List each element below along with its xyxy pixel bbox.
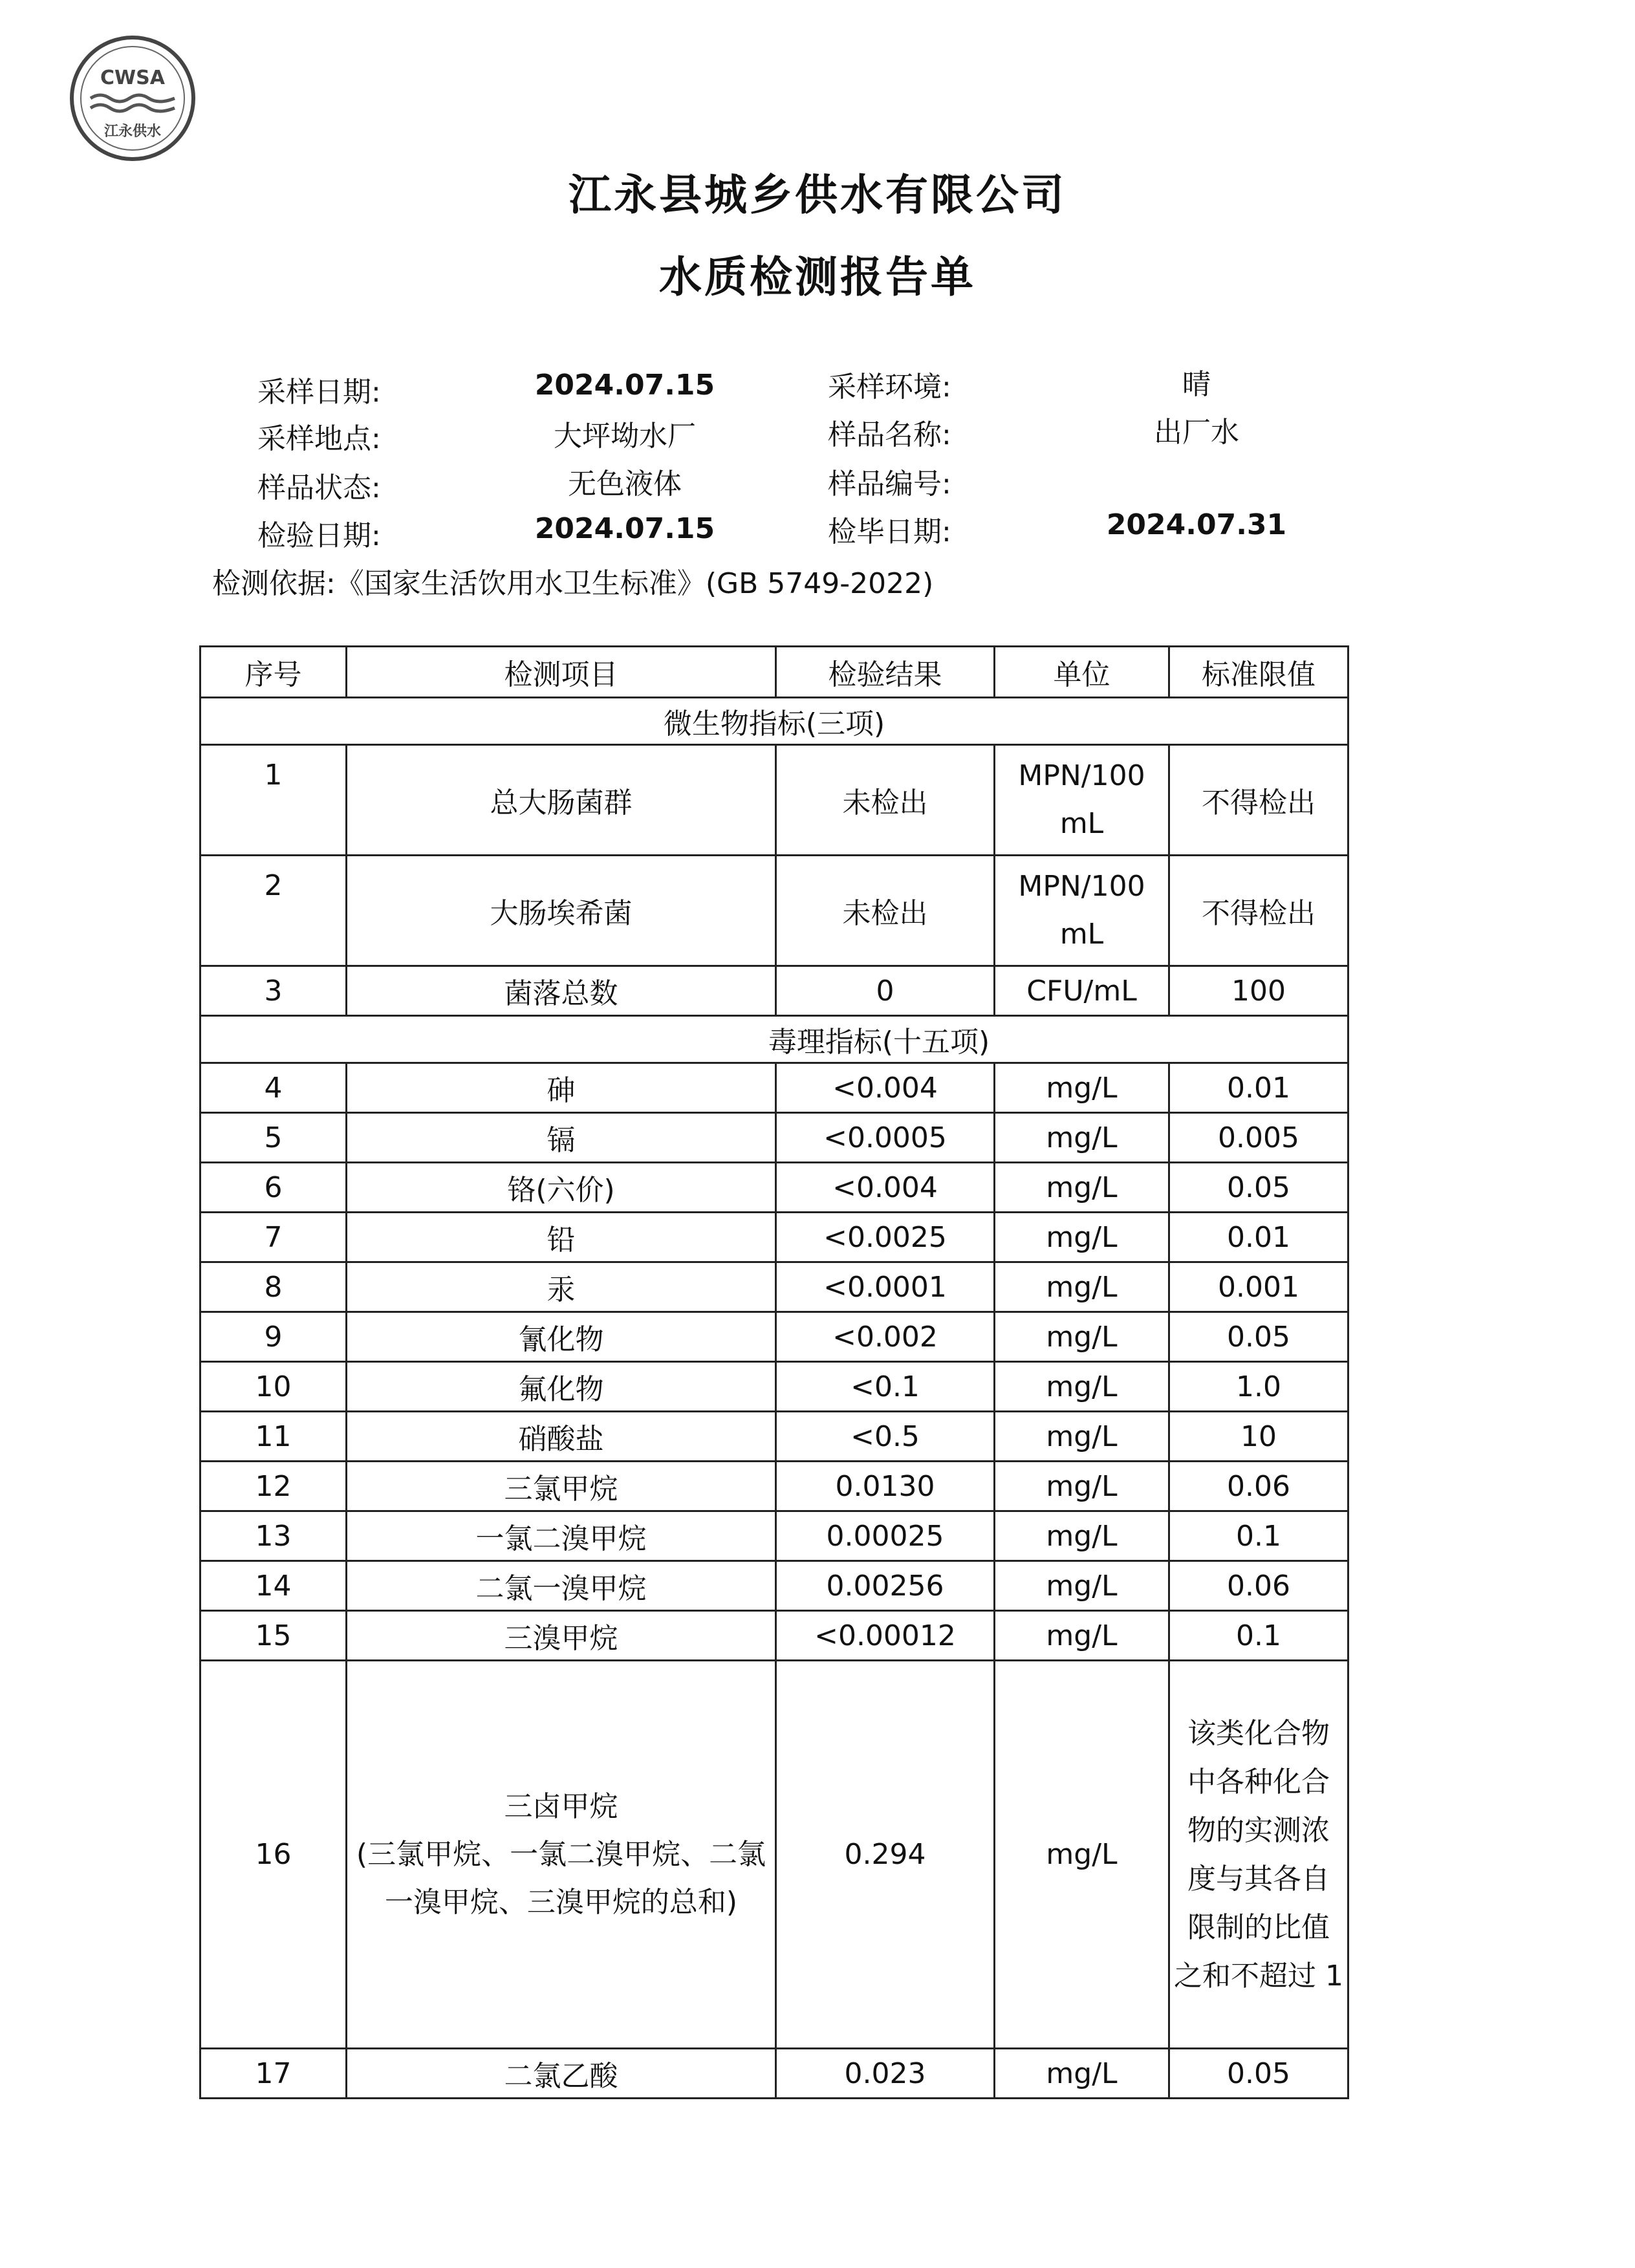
- row-no: 6: [200, 1163, 347, 1213]
- row-unit: mg/L: [995, 1462, 1169, 1511]
- row-item: 氟化物: [347, 1362, 776, 1412]
- row-result: <0.004: [776, 1163, 995, 1213]
- row-result: 0.0130: [776, 1462, 995, 1511]
- row-result: 0.00025: [776, 1511, 995, 1561]
- table-row: [200, 1113, 1348, 1163]
- row-limit: 100: [1169, 966, 1348, 1016]
- table-row: [200, 1362, 1348, 1412]
- row-item: 三卤甲烷: [504, 1789, 618, 1823]
- row-unit: mg/L: [995, 1412, 1169, 1462]
- test-date: 2024.07.15: [534, 512, 715, 545]
- row-result: <0.0001: [776, 1262, 995, 1312]
- sampling-env: 晴: [1182, 368, 1211, 401]
- company-title: 江永县城乡供水有限公司: [568, 169, 1067, 220]
- table-row: [200, 1213, 1348, 1262]
- row-no: 12: [200, 1462, 347, 1511]
- row-result: <0.0025: [776, 1213, 995, 1262]
- row-item: 二氯乙酸: [347, 2049, 776, 2099]
- row-item: 铅: [347, 1213, 776, 1262]
- row-result: 未检出: [776, 856, 995, 966]
- sampling-date-label: 采样日期:: [257, 376, 381, 409]
- row-no: 5: [200, 1113, 347, 1163]
- svg-text:江永供水: 江永供水: [103, 124, 162, 140]
- row-result: 未检出: [776, 745, 995, 856]
- table-header-row: [200, 647, 1348, 698]
- row-limit: 0.05: [1169, 1312, 1348, 1362]
- row-result: 0.023: [776, 2049, 995, 2099]
- sample-no-label: 样品编号:: [828, 468, 951, 501]
- table-row: [200, 1511, 1348, 1561]
- row-item: 菌落总数: [347, 966, 776, 1016]
- report-table: [199, 645, 1349, 2099]
- table-row: [200, 856, 1348, 966]
- sample-state: 无色液体: [568, 468, 682, 501]
- row-item: 大肠埃希菌: [347, 856, 776, 966]
- test-date-label: 检验日期:: [257, 519, 381, 552]
- row-item: 镉: [347, 1113, 776, 1163]
- row-limit: 1.0: [1169, 1362, 1348, 1412]
- row-result: 0: [776, 966, 995, 1016]
- row-no: 11: [200, 1412, 347, 1462]
- header-result: 检验结果: [776, 647, 995, 698]
- table-row: [200, 1412, 1348, 1462]
- table-row: [200, 2049, 1348, 2099]
- row-result: <0.1: [776, 1362, 995, 1412]
- header-unit: 单位: [995, 647, 1169, 698]
- row-item: 汞: [347, 1262, 776, 1312]
- sampling-env-label: 采样环境:: [828, 371, 951, 404]
- row-unit: mg/L: [995, 1511, 1169, 1561]
- row-unit: mg/L: [995, 1213, 1169, 1262]
- row-item-note: (三氯甲烷、一氯二溴甲烷、二氯一溴甲烷、三溴甲烷的总和): [356, 1837, 766, 1919]
- section-microbial: 微生物指标(三项): [200, 698, 1348, 745]
- row-limit: 0.05: [1169, 1163, 1348, 1213]
- row-no: 13: [200, 1511, 347, 1561]
- row-no: 4: [200, 1063, 347, 1113]
- header-item: 检测项目: [347, 647, 776, 698]
- table-row: [200, 1063, 1348, 1113]
- row-item: 硝酸盐: [347, 1412, 776, 1462]
- row-item: 铬(六价): [347, 1163, 776, 1213]
- row-unit: mg/L: [995, 1163, 1169, 1213]
- row-unit: mg/L: [995, 1561, 1169, 1611]
- table-row: [200, 1312, 1348, 1362]
- row-limit: 不得检出: [1169, 745, 1348, 856]
- sampling-date: 2024.07.15: [534, 369, 715, 402]
- header-no: 序号: [200, 647, 347, 698]
- row-item: 砷: [347, 1063, 776, 1113]
- row-no: 15: [200, 1611, 347, 1661]
- table-row: [200, 1462, 1348, 1511]
- table-row: [200, 1561, 1348, 1611]
- row-no: 2: [200, 856, 347, 966]
- sample-name: 出厂水: [1154, 416, 1239, 449]
- section-row: [200, 1016, 1348, 1063]
- row-unit: mg/L: [995, 1262, 1169, 1312]
- row-item: 氰化物: [347, 1312, 776, 1362]
- table-row: [200, 1661, 1348, 2049]
- row-limit: 0.005: [1169, 1113, 1348, 1163]
- row-unit: mg/L: [995, 2049, 1169, 2099]
- row-limit: 0.01: [1169, 1063, 1348, 1113]
- row-result: <0.0005: [776, 1113, 995, 1163]
- row-item: 一氯二溴甲烷: [347, 1511, 776, 1561]
- row-result: <0.002: [776, 1312, 995, 1362]
- row-result: 0.294: [776, 1661, 995, 2049]
- row-unit: MPN/100 mL: [995, 745, 1169, 856]
- row-unit: mg/L: [995, 1661, 1169, 2049]
- row-limit: 0.06: [1169, 1561, 1348, 1611]
- table-row: [200, 745, 1348, 856]
- finish-date: 2024.07.31: [1106, 508, 1287, 541]
- row-result: <0.00012: [776, 1611, 995, 1661]
- row-limit: 0.06: [1169, 1462, 1348, 1511]
- row-no: 1: [200, 745, 347, 856]
- row-item: 总大肠菌群: [347, 745, 776, 856]
- row-result: 0.00256: [776, 1561, 995, 1611]
- row-no: 14: [200, 1561, 347, 1611]
- row-no: 9: [200, 1312, 347, 1362]
- row-result: <0.5: [776, 1412, 995, 1462]
- row-limit: 0.1: [1169, 1511, 1348, 1561]
- svg-text:CWSA: CWSA: [100, 67, 165, 89]
- row-item: 二氯一溴甲烷: [347, 1561, 776, 1611]
- sample-name-label: 样品名称:: [828, 418, 951, 451]
- row-limit: 0.05: [1169, 2049, 1348, 2099]
- row-unit: mg/L: [995, 1063, 1169, 1113]
- row-result: <0.004: [776, 1063, 995, 1113]
- cwsa-logo: [68, 34, 197, 163]
- row-unit: mg/L: [995, 1611, 1169, 1661]
- row-unit: mg/L: [995, 1113, 1169, 1163]
- row-item-group: [347, 1661, 776, 2049]
- header-limit: 标准限值: [1169, 647, 1348, 698]
- row-no: 16: [200, 1661, 347, 2049]
- row-item: 三氯甲烷: [347, 1462, 776, 1511]
- row-no: 17: [200, 2049, 347, 2099]
- row-unit: CFU/mL: [995, 966, 1169, 1016]
- row-limit: 0.1: [1169, 1611, 1348, 1661]
- row-no: 7: [200, 1213, 347, 1262]
- row-item: 三溴甲烷: [347, 1611, 776, 1661]
- row-unit: MPN/100 mL: [995, 856, 1169, 966]
- table-row: [200, 1163, 1348, 1213]
- section-toxicology: 毒理指标(十五项): [200, 1016, 1348, 1063]
- row-limit: 10: [1169, 1412, 1348, 1462]
- section-row: [200, 698, 1348, 745]
- row-limit: 不得检出: [1169, 856, 1348, 966]
- sampling-site-label: 采样地点:: [257, 422, 381, 455]
- row-limit: 0.001: [1169, 1262, 1348, 1312]
- table-row: [200, 1611, 1348, 1661]
- report-title: 水质检测报告单: [659, 252, 976, 302]
- row-unit: mg/L: [995, 1362, 1169, 1412]
- sample-state-label: 样品状态:: [257, 471, 381, 504]
- row-no: 3: [200, 966, 347, 1016]
- row-limit: 0.01: [1169, 1213, 1348, 1262]
- row-no: 8: [200, 1262, 347, 1312]
- row-limit: 该类化合物中各种化合物的实测浓度与其各自限制的比值之和不超过 1: [1169, 1661, 1348, 2049]
- table-row: [200, 1262, 1348, 1312]
- finish-date-label: 检毕日期:: [828, 515, 951, 548]
- table-row: [200, 966, 1348, 1016]
- row-no: 10: [200, 1362, 347, 1412]
- sampling-site: 大坪坳水厂: [554, 420, 696, 453]
- test-basis: 检测依据:《国家生活饮用水卫生标准》(GB 5749-2022): [212, 567, 934, 600]
- row-unit: mg/L: [995, 1312, 1169, 1362]
